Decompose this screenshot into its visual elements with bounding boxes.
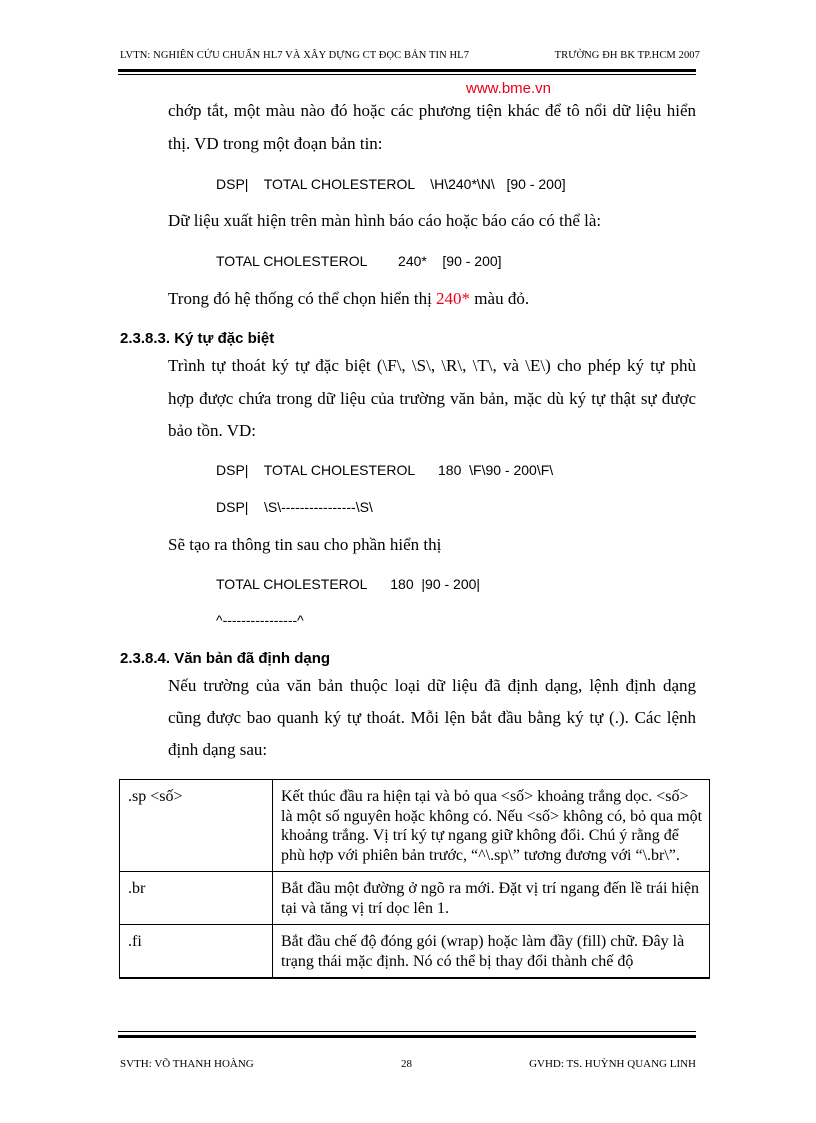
code-example-5: TOTAL CHOLESTEROL 180 |90 - 200| [216,576,481,592]
code-example-6: ^----------------^ [216,612,304,628]
table-row [120,780,710,872]
paragraph-3-text-after: màu đỏ. [470,289,530,308]
header-title: LVTN: NGHIÊN CỨU CHUẨN HL7 VÀ XÂY DỰNG CT ĐỌC BẢN TIN HL7 [120,50,470,61]
table-cell-description: Kết thúc đầu ra hiện tại và bỏ qua <số> khoảng trắng dọc. <số> là một số nguyên hoặc không có. Nếu <số> không có, bỏ qua một khoảng trắng. Vị trí ký tự ngang giữ không đổi. Chú ý rằng để phù hợp với phiên bản trước, “^\.sp\” tương đương với “\.br\”. [273,780,710,872]
paragraph-3 [168,289,529,309]
table-cell-description: Bắt đầu một đường ở ngõ ra mới. Đặt vị trí ngang đến lề trái hiện tại và tăng vị trí dọc lên 1. [273,872,710,925]
page-number: 28 [401,1058,412,1070]
page-header [120,50,700,61]
paragraph-4-line-1: Trình tự thoát ký tự đặc biệt (\F\, \S\, \R\, \T\, và \E\) cho phép ký tự phù [168,356,696,375]
header-rule-thick [118,69,696,72]
table-cell-command: .sp <số> [120,780,273,872]
paragraph-2: Dữ liệu xuất hiện trên màn hình báo cáo hoặc báo cáo có thể là: [168,211,602,230]
table-row [120,925,710,979]
table-cell-command: .br [120,872,273,925]
code-example-2: TOTAL CHOLESTEROL 240* [90 - 200] [216,253,502,269]
paragraph-6-line-3: định dạng sau: [168,740,268,759]
table-cell-description: Bắt đầu chế độ đóng gói (wrap) hoặc làm đầy (fill) chữ. Đây là trạng thái mặc định. Nó có thể bị thay đổi thành chế độ [273,925,710,979]
header-school: TRƯỜNG ĐH BK TP.HCM 2007 [554,50,700,61]
paragraph-1-line-1: chớp tắt, một màu nào đó hoặc các phương tiện khác để tô nổi dữ liệu hiển [168,101,696,120]
table-row [120,872,710,925]
table-cell-command: .fi [120,925,273,979]
code-example-4: DSP| \S\----------------\S\ [216,499,373,515]
code-example-1: DSP| TOTAL CHOLESTEROL \H\240*\N\ [90 - 200] [216,176,566,192]
paragraph-6-line-2: cũng được bao quanh ký tự thoát. Mỗi lện bắt đầu bằng ký tự (.). Các lệnh [168,708,696,727]
header-rule-thin [118,74,696,75]
footer-rule-thin [118,1031,696,1032]
footer-rule-thick [118,1035,696,1038]
footer-student: SVTH: VÕ THANH HOÀNG [120,1058,254,1070]
highlight-value: 240* [436,289,471,308]
paragraph-5: Sẽ tạo ra thông tin sau cho phần hiển thị [168,535,442,554]
section-heading-special-characters: 2.3.8.3. Ký tự đặc biệt [120,330,275,347]
code-example-3: DSP| TOTAL CHOLESTEROL 180 \F\90 - 200\F\ [216,462,554,478]
paragraph-6-line-1: Nếu trường của văn bản thuộc loại dữ liệu đã định dạng, lệnh định dạng [168,676,696,695]
paragraph-3-text-before: Trong đó hệ thống có thể chọn hiển thị [168,289,437,308]
footer-advisor: GVHD: TS. HUỲNH QUANG LINH [529,1058,696,1070]
format-commands-table [119,779,710,979]
paragraph-4-line-2: hợp được chứa trong dữ liệu của trường văn bản, mặc dù ký tự thật sự được [168,389,696,408]
paragraph-4-line-3: bảo tồn. VD: [168,421,256,440]
section-heading-formatted-text: 2.3.8.4. Văn bản đã định dạng [120,650,331,667]
watermark-link[interactable]: www.bme.vn [466,80,552,97]
paragraph-1-line-2: thị. VD trong một đoạn bản tin: [168,134,383,153]
